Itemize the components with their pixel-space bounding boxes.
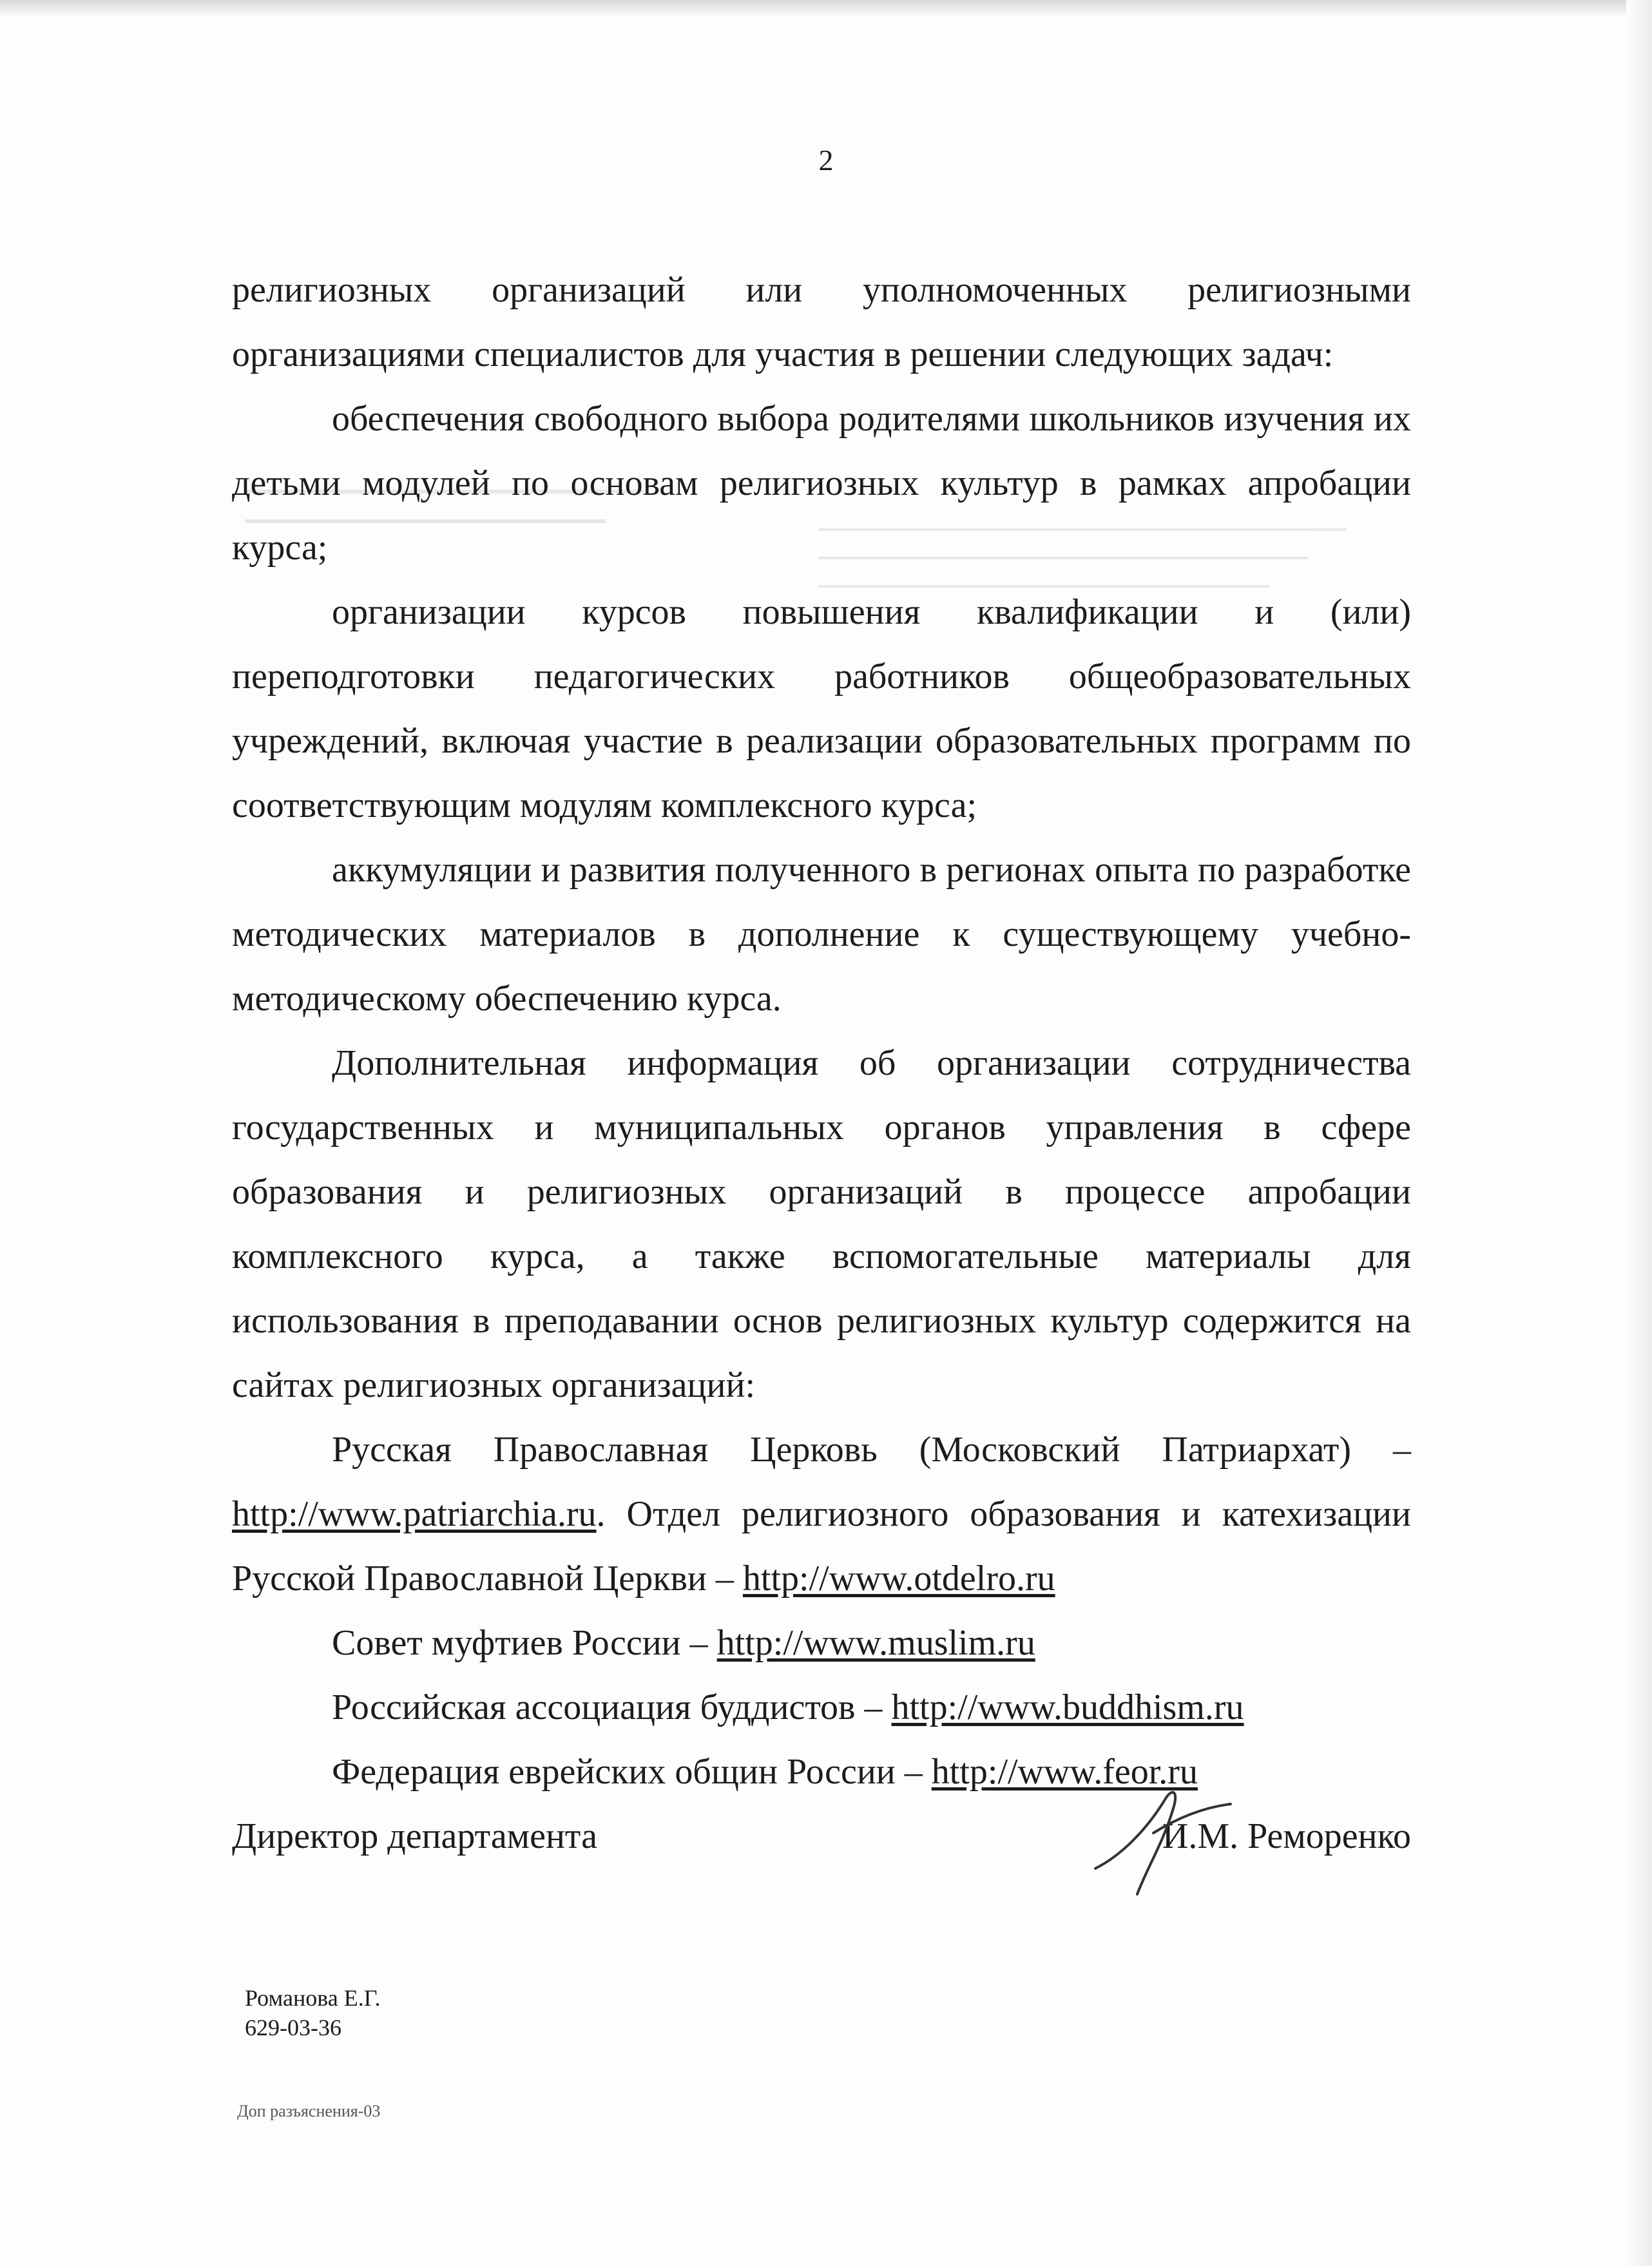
page-number: 2 — [818, 144, 834, 177]
paragraph-task-3: аккумуляции и развития полученного в регионах опыта по разработке методических материалов в дополнение к существующему учебно-методическому обеспечению курса. — [232, 850, 1411, 1019]
signatory-name: И.М. Реморенко — [1162, 1816, 1411, 1856]
paragraph-task-1: обеспечения свободного выбора родителями школьников изучения их детьми модулей по основам религиозных культур в рамках апробации курса; — [232, 399, 1411, 568]
buddhism-link[interactable]: http://www.buddhism.ru — [891, 1687, 1244, 1727]
buddhist-association-text: Российская ассоциация буддистов – — [332, 1687, 892, 1727]
scan-right-edge — [1626, 0, 1652, 2266]
muslim-link[interactable]: http://www.muslim.ru — [716, 1623, 1035, 1663]
signatory-position: Директор департамента — [232, 1816, 597, 1856]
orthodox-church-text-1: Русская Православная Церковь (Московский Патриархат) – — [332, 1430, 1411, 1470]
paragraph-intro: религиозных организаций или уполномоченных религиозными организациями специалистов для участия в решении следующих задач: — [232, 270, 1411, 374]
paragraph-task-2: организации курсов повышения квалификации и (или) переподготовки педагогических работников общеобразовательных учреждений, включая участие в реализации образовательных программ по соответствующим модулям комплексного курса; — [232, 592, 1411, 825]
scan-top-edge — [0, 0, 1652, 18]
executor-phone: 629-03-36 — [245, 2015, 341, 2040]
orthodox-church-text-2: . Отдел религиозного образования и катехизации Русской Православной Церкви – — [232, 1494, 1411, 1599]
buddhist-association-entry — [232, 1675, 1411, 1740]
patriarchia-link[interactable]: http://www.patriarchia.ru — [232, 1494, 597, 1534]
muftis-council-entry — [232, 1611, 1411, 1675]
document-footer-code: Доп разъяснения-03 — [237, 2102, 381, 2120]
executor-name: Романова Е.Г. — [245, 1985, 381, 2011]
handwritten-signature — [1076, 1772, 1244, 1904]
feor-link[interactable]: http://www.feor.ru — [931, 1752, 1198, 1792]
letter-body — [232, 258, 1411, 1804]
paragraph-additional-info: Дополнительная информация об организации сотрудничества государственных и муниципальных органов управления в сфере образования и религиозных организаций в процессе апробации комплексного курса, а также вспомогательные материалы для использования в преподавании основ религиозных культур содержится на сайтах религиозных организаций: — [232, 1043, 1411, 1405]
executor-info — [245, 1983, 380, 2042]
otdelro-link[interactable]: http://www.otdelro.ru — [742, 1559, 1055, 1599]
muftis-council-text: Совет муфтиев России – — [332, 1623, 717, 1663]
jewish-federation-text: Федерация еврейских общин России – — [332, 1752, 932, 1792]
orthodox-church-entry — [232, 1417, 1411, 1611]
